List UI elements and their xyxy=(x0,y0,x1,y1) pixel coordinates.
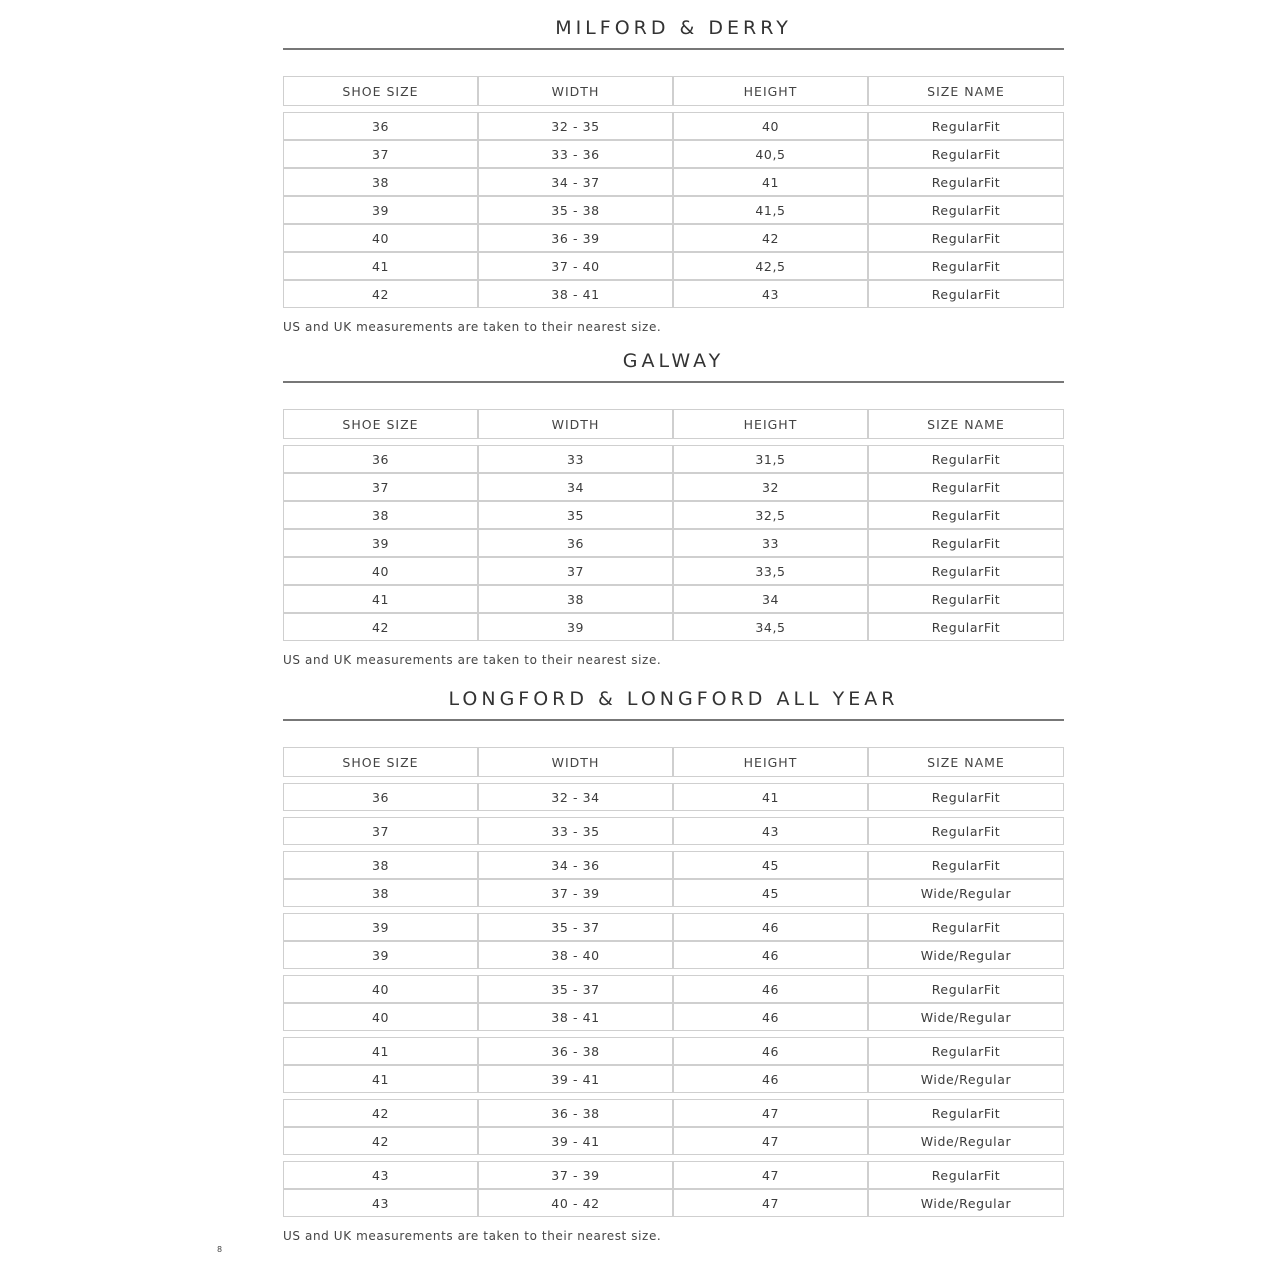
cell-size-name: RegularFit xyxy=(868,140,1064,168)
cell-shoe-size: 39 xyxy=(283,196,478,224)
table-header-row xyxy=(283,747,1064,777)
column-header-width: WIDTH xyxy=(478,409,673,439)
table-header-row xyxy=(283,76,1064,106)
cell-size-name: Wide/Regular xyxy=(868,879,1064,907)
size-table-section xyxy=(283,350,1064,673)
cell-height: 47 xyxy=(673,1127,868,1155)
cell-shoe-size: 42 xyxy=(283,613,478,641)
table-row xyxy=(283,817,1064,845)
cell-size-name: RegularFit xyxy=(868,280,1064,308)
cell-width: 36 xyxy=(478,529,673,557)
cell-width: 39 - 41 xyxy=(478,1065,673,1093)
size-table-section xyxy=(283,17,1064,340)
cell-size-name: RegularFit xyxy=(868,168,1064,196)
cell-width: 38 - 41 xyxy=(478,1003,673,1031)
table-row xyxy=(283,196,1064,224)
cell-height: 46 xyxy=(673,941,868,969)
cell-width: 36 - 38 xyxy=(478,1099,673,1127)
cell-size-name: RegularFit xyxy=(868,783,1064,811)
cell-height: 40,5 xyxy=(673,140,868,168)
cell-width: 37 - 39 xyxy=(478,1161,673,1189)
cell-shoe-size: 42 xyxy=(283,1099,478,1127)
cell-size-name: Wide/Regular xyxy=(868,1065,1064,1093)
column-header-height: HEIGHT xyxy=(673,409,868,439)
cell-size-name: RegularFit xyxy=(868,445,1064,473)
cell-size-name: RegularFit xyxy=(868,473,1064,501)
cell-shoe-size: 43 xyxy=(283,1189,478,1217)
cell-height: 41 xyxy=(673,168,868,196)
cell-width: 34 - 37 xyxy=(478,168,673,196)
cell-size-name: RegularFit xyxy=(868,112,1064,140)
section-title: LONGFORD & LONGFORD ALL YEAR xyxy=(448,688,899,710)
cell-size-name: Wide/Regular xyxy=(868,941,1064,969)
cell-shoe-size: 37 xyxy=(283,140,478,168)
section-title: MILFORD & DERRY xyxy=(555,17,792,39)
cell-width: 33 - 35 xyxy=(478,817,673,845)
table-row xyxy=(283,557,1064,585)
table-row xyxy=(283,941,1064,969)
table-row xyxy=(283,473,1064,501)
table-row xyxy=(283,1161,1064,1189)
cell-height: 41 xyxy=(673,783,868,811)
cell-height: 47 xyxy=(673,1099,868,1127)
cell-height: 47 xyxy=(673,1161,868,1189)
cell-width: 35 - 37 xyxy=(478,913,673,941)
cell-size-name: RegularFit xyxy=(868,529,1064,557)
table-row xyxy=(283,1065,1064,1093)
cell-shoe-size: 41 xyxy=(283,1037,478,1065)
cell-size-name: RegularFit xyxy=(868,585,1064,613)
cell-shoe-size: 38 xyxy=(283,851,478,879)
column-header-shoe-size: SHOE SIZE xyxy=(283,747,478,777)
table-row xyxy=(283,112,1064,140)
cell-size-name: Wide/Regular xyxy=(868,1189,1064,1217)
cell-shoe-size: 36 xyxy=(283,445,478,473)
table-row xyxy=(283,585,1064,613)
cell-height: 46 xyxy=(673,913,868,941)
table-row xyxy=(283,1003,1064,1031)
cell-shoe-size: 39 xyxy=(283,941,478,969)
table-row xyxy=(283,168,1064,196)
table-row xyxy=(283,975,1064,1003)
table-row xyxy=(283,224,1064,252)
cell-width: 39 - 41 xyxy=(478,1127,673,1155)
cell-shoe-size: 40 xyxy=(283,975,478,1003)
cell-height: 46 xyxy=(673,1003,868,1031)
cell-height: 46 xyxy=(673,1065,868,1093)
cell-height: 43 xyxy=(673,817,868,845)
cell-shoe-size: 41 xyxy=(283,585,478,613)
cell-shoe-size: 38 xyxy=(283,168,478,196)
cell-height: 33 xyxy=(673,529,868,557)
column-header-height: HEIGHT xyxy=(673,76,868,106)
cell-width: 37 xyxy=(478,557,673,585)
table-row xyxy=(283,1037,1064,1065)
cell-shoe-size: 41 xyxy=(283,252,478,280)
cell-height: 40 xyxy=(673,112,868,140)
column-header-shoe-size: SHOE SIZE xyxy=(283,409,478,439)
cell-width: 38 xyxy=(478,585,673,613)
column-header-height: HEIGHT xyxy=(673,747,868,777)
cell-shoe-size: 38 xyxy=(283,879,478,907)
cell-height: 32 xyxy=(673,473,868,501)
cell-shoe-size: 40 xyxy=(283,1003,478,1031)
section-divider xyxy=(283,381,1064,383)
cell-size-name: RegularFit xyxy=(868,252,1064,280)
table-row xyxy=(283,879,1064,907)
cell-size-name: RegularFit xyxy=(868,913,1064,941)
cell-size-name: RegularFit xyxy=(868,975,1064,1003)
table-row xyxy=(283,783,1064,811)
cell-shoe-size: 40 xyxy=(283,224,478,252)
cell-width: 37 - 40 xyxy=(478,252,673,280)
cell-size-name: RegularFit xyxy=(868,1161,1064,1189)
table-row xyxy=(283,140,1064,168)
cell-size-name: RegularFit xyxy=(868,557,1064,585)
cell-width: 37 - 39 xyxy=(478,879,673,907)
cell-height: 34 xyxy=(673,585,868,613)
cell-height: 46 xyxy=(673,975,868,1003)
cell-height: 43 xyxy=(673,280,868,308)
cell-height: 47 xyxy=(673,1189,868,1217)
cell-height: 42,5 xyxy=(673,252,868,280)
cell-shoe-size: 37 xyxy=(283,817,478,845)
column-header-size-name: SIZE NAME xyxy=(868,409,1064,439)
column-header-size-name: SIZE NAME xyxy=(868,747,1064,777)
cell-width: 34 xyxy=(478,473,673,501)
cell-size-name: RegularFit xyxy=(868,1037,1064,1065)
cell-shoe-size: 39 xyxy=(283,529,478,557)
measurement-note: US and UK measurements are taken to their nearest size. xyxy=(283,653,662,667)
cell-width: 35 xyxy=(478,501,673,529)
cell-width: 35 - 38 xyxy=(478,196,673,224)
table-row xyxy=(283,501,1064,529)
table-row xyxy=(283,252,1064,280)
column-header-shoe-size: SHOE SIZE xyxy=(283,76,478,106)
table-row xyxy=(283,1189,1064,1217)
cell-height: 41,5 xyxy=(673,196,868,224)
cell-shoe-size: 42 xyxy=(283,280,478,308)
cell-height: 31,5 xyxy=(673,445,868,473)
cell-width: 36 - 39 xyxy=(478,224,673,252)
cell-size-name: RegularFit xyxy=(868,851,1064,879)
cell-shoe-size: 41 xyxy=(283,1065,478,1093)
cell-width: 38 - 40 xyxy=(478,941,673,969)
cell-shoe-size: 38 xyxy=(283,501,478,529)
section-title: GALWAY xyxy=(622,350,725,372)
cell-shoe-size: 42 xyxy=(283,1127,478,1155)
column-header-size-name: SIZE NAME xyxy=(868,76,1064,106)
column-header-width: WIDTH xyxy=(478,747,673,777)
table-row xyxy=(283,1127,1064,1155)
cell-size-name: Wide/Regular xyxy=(868,1003,1064,1031)
cell-width: 38 - 41 xyxy=(478,280,673,308)
table-row xyxy=(283,445,1064,473)
cell-width: 34 - 36 xyxy=(478,851,673,879)
cell-shoe-size: 43 xyxy=(283,1161,478,1189)
cell-size-name: RegularFit xyxy=(868,501,1064,529)
cell-shoe-size: 37 xyxy=(283,473,478,501)
cell-height: 45 xyxy=(673,851,868,879)
cell-size-name: Wide/Regular xyxy=(868,1127,1064,1155)
section-divider xyxy=(283,719,1064,721)
cell-shoe-size: 39 xyxy=(283,913,478,941)
cell-size-name: RegularFit xyxy=(868,196,1064,224)
cell-height: 45 xyxy=(673,879,868,907)
table-row xyxy=(283,851,1064,879)
cell-width: 39 xyxy=(478,613,673,641)
size-table-section xyxy=(283,688,1064,1249)
table-row xyxy=(283,1099,1064,1127)
cell-size-name: RegularFit xyxy=(868,817,1064,845)
cell-height: 42 xyxy=(673,224,868,252)
cell-size-name: RegularFit xyxy=(868,224,1064,252)
cell-width: 33 xyxy=(478,445,673,473)
cell-width: 32 - 35 xyxy=(478,112,673,140)
cell-width: 40 - 42 xyxy=(478,1189,673,1217)
cell-height: 32,5 xyxy=(673,501,868,529)
cell-size-name: RegularFit xyxy=(868,1099,1064,1127)
cell-width: 36 - 38 xyxy=(478,1037,673,1065)
table-row xyxy=(283,913,1064,941)
table-row xyxy=(283,280,1064,308)
cell-shoe-size: 36 xyxy=(283,112,478,140)
column-header-width: WIDTH xyxy=(478,76,673,106)
page-number: 8 xyxy=(217,1245,223,1254)
cell-width: 35 - 37 xyxy=(478,975,673,1003)
table-header-row xyxy=(283,409,1064,439)
cell-width: 32 - 34 xyxy=(478,783,673,811)
measurement-note: US and UK measurements are taken to their nearest size. xyxy=(283,1229,662,1243)
table-row xyxy=(283,529,1064,557)
cell-shoe-size: 36 xyxy=(283,783,478,811)
cell-height: 46 xyxy=(673,1037,868,1065)
measurement-note: US and UK measurements are taken to their nearest size. xyxy=(283,320,662,334)
cell-size-name: RegularFit xyxy=(868,613,1064,641)
table-row xyxy=(283,613,1064,641)
section-divider xyxy=(283,48,1064,50)
cell-height: 33,5 xyxy=(673,557,868,585)
cell-shoe-size: 40 xyxy=(283,557,478,585)
cell-height: 34,5 xyxy=(673,613,868,641)
cell-width: 33 - 36 xyxy=(478,140,673,168)
